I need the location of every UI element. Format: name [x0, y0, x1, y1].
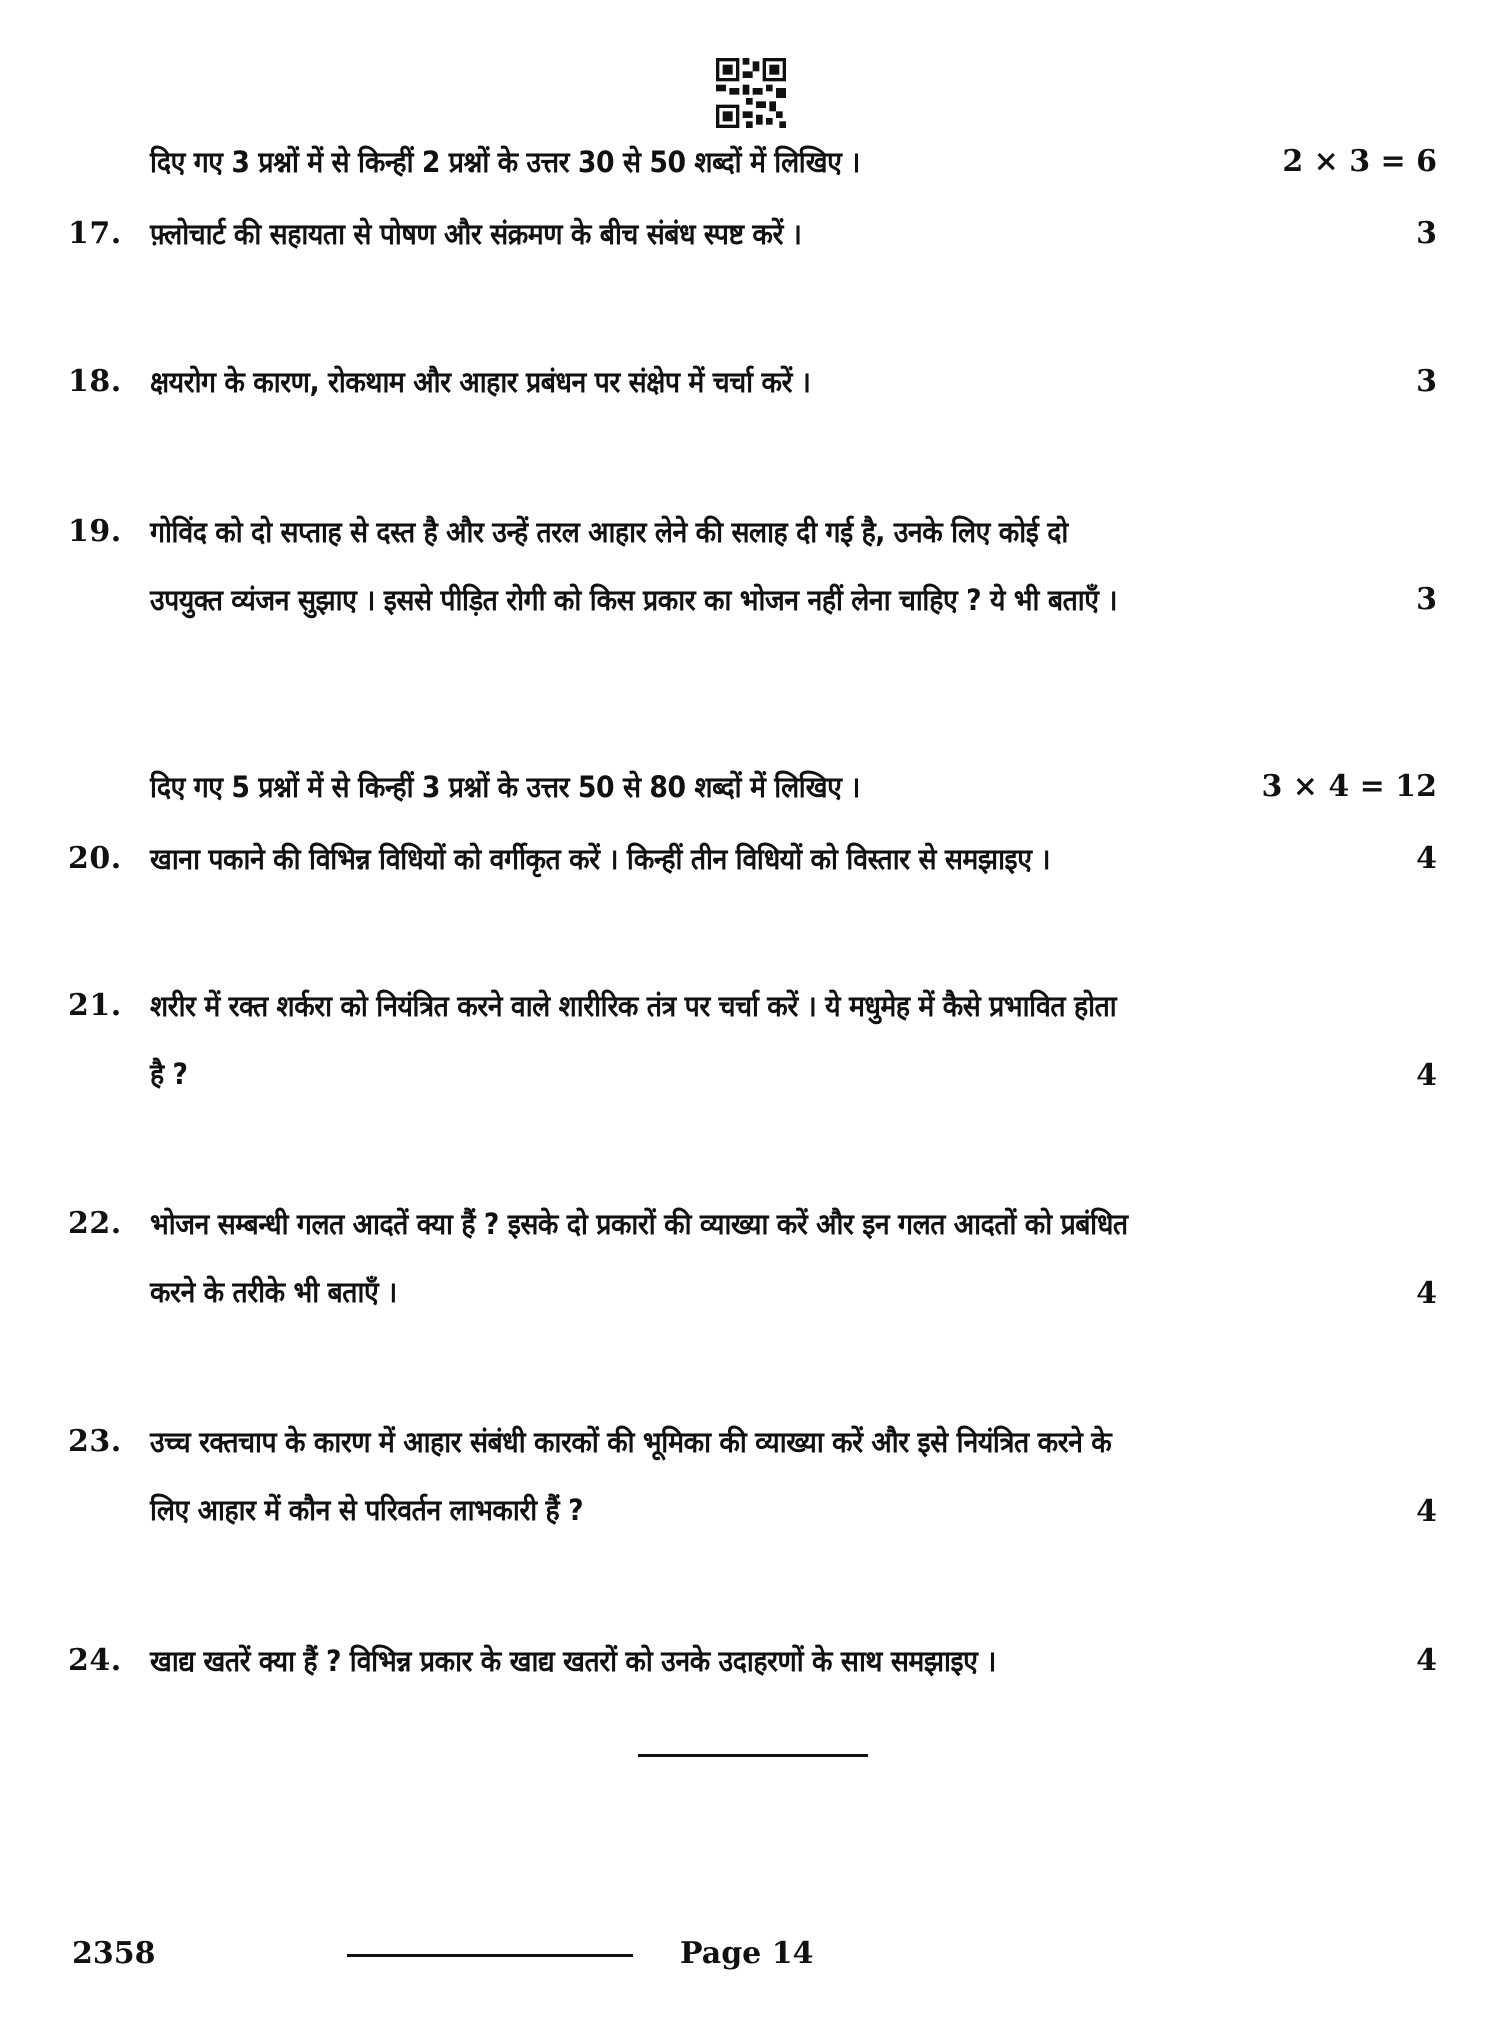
question-text: खाद्य खतरें क्या हैं ? विभिन्न प्रकार के खाद्य खतरों को उनके उदाहरणों के साथ समझाइए ।	[150, 1644, 996, 1678]
question-marks: 3	[1416, 364, 1437, 399]
question-text-line-2: उपयुक्त व्यंजन सुझाए । इससे पीड़ित रोगी को किस प्रकार का भोजन नहीं लेना चाहिए ? ये भी बताएँ ।	[150, 583, 1118, 617]
footer-divider	[347, 1954, 633, 1957]
question-marks: 3	[1416, 582, 1437, 617]
question-number: 21.	[68, 988, 122, 1023]
question-marks: 4	[1416, 1058, 1437, 1093]
question-number: 22.	[68, 1206, 122, 1241]
question-number: 20.	[68, 841, 122, 876]
question-text-line-1: शरीर में रक्त शर्करा को नियंत्रित करने वाले शारीरिक तंत्र पर चर्चा करें । ये मधुमेह में कैसे प्रभावित होता	[150, 989, 1117, 1023]
qr-code-icon	[716, 58, 786, 128]
question-text: फ़्लोचार्ट की सहायता से पोषण और संक्रमण के बीच संबंध स्पष्ट करें ।	[150, 217, 802, 251]
question-marks: 4	[1416, 1643, 1437, 1678]
question-number: 19.	[68, 514, 122, 549]
footer-page-number: Page 14	[680, 1936, 814, 1971]
question-marks: 3	[1416, 216, 1437, 251]
question-marks: 4	[1416, 1494, 1437, 1529]
question-text-line-1: उच्च रक्तचाप के कारण में आहार संबंधी कारकों की भूमिका की व्याख्या करें और इसे नियंत्रित करने के	[150, 1425, 1112, 1459]
question-marks: 4	[1416, 1276, 1437, 1311]
instruction-text: दिए गए 3 प्रश्नों में से किन्हीं 2 प्रश्नों के उत्तर 30 से 50 शब्दों में लिखिए ।	[150, 145, 860, 179]
section-marks: 2 × 3 = 6	[1282, 144, 1437, 179]
question-marks: 4	[1416, 841, 1437, 876]
question-number: 24.	[68, 1643, 122, 1678]
question-number: 23.	[68, 1424, 122, 1459]
question-number: 17.	[68, 216, 122, 251]
end-of-section-divider	[638, 1754, 868, 1757]
question-text-line-1: भोजन सम्बन्धी गलत आदतें क्या हैं ? इसके दो प्रकारों की व्याख्या करें और इन गलत आदतों को प्रबंधित	[150, 1207, 1128, 1241]
footer-paper-code: 2358	[72, 1936, 156, 1971]
instruction-text: दिए गए 5 प्रश्नों में से किन्हीं 3 प्रश्नों के उत्तर 50 से 80 शब्दों में लिखिए ।	[150, 770, 860, 804]
section-marks: 3 × 4 = 12	[1261, 769, 1437, 804]
question-text-line-1: गोविंद को दो सप्ताह से दस्त है और उन्हें तरल आहार लेने की सलाह दी गई है, उनके लिए कोई दो	[150, 515, 1068, 549]
question-number: 18.	[68, 364, 122, 399]
question-text-line-2: करने के तरीके भी बताएँ ।	[150, 1275, 397, 1309]
question-text: खाना पकाने की विभिन्न विधियों को वर्गीकृत करें । किन्हीं तीन विधियों को विस्तार से समझाइए ।	[150, 842, 1050, 876]
question-text-line-2: लिए आहार में कौन से परिवर्तन लाभकारी हैं ?	[150, 1493, 584, 1527]
question-text-line-2: है ?	[150, 1057, 188, 1091]
question-text: क्षयरोग के कारण, रोकथाम और आहार प्रबंधन पर संक्षेप में चर्चा करें ।	[150, 365, 811, 399]
